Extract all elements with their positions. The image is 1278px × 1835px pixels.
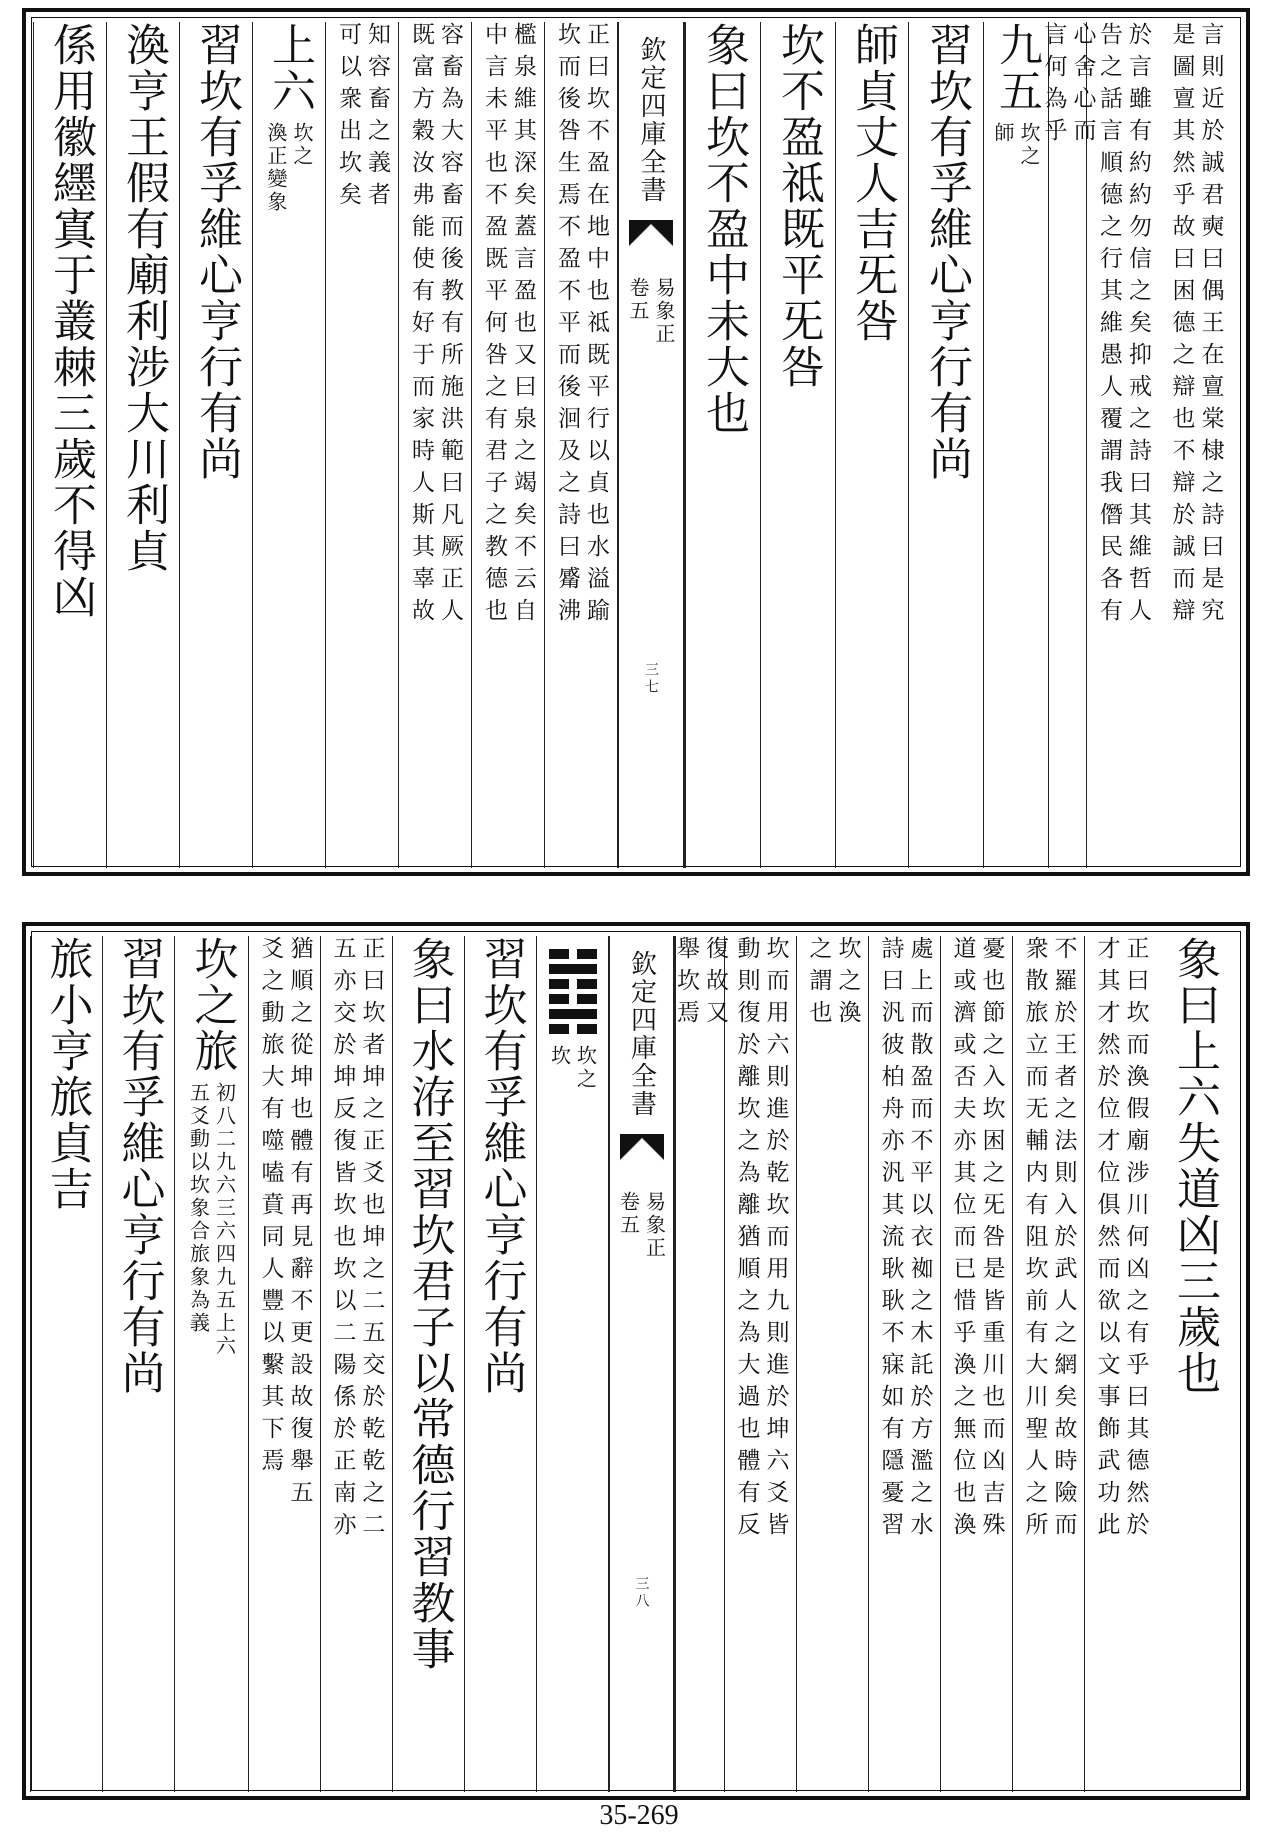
commentary-pair (259, 936, 311, 1792)
commentary-pair (331, 936, 383, 1792)
section-label: 易象正 (652, 277, 676, 346)
commentary-line: 衆散旅立而无輔内有阻坎前有大川聖人之所 (1021, 936, 1048, 1544)
heading-notes (547, 1045, 598, 1091)
commentary-line: 動則復於離坎之為離猶順之為大過也體有反 (733, 936, 760, 1544)
heading-note: 坎之 (290, 122, 314, 168)
hexagram-line (549, 1024, 597, 1034)
commentary-pair (1097, 22, 1149, 868)
text-column (392, 936, 464, 1792)
commentary-pair (807, 936, 859, 1792)
text-column (1159, 22, 1232, 868)
text-column (30, 936, 102, 1792)
text-column (673, 936, 728, 1792)
commentary-pair (336, 22, 388, 868)
text-column (796, 936, 868, 1792)
main-text: 象曰坎不盈中未大也 (698, 22, 749, 436)
text-column (835, 22, 908, 868)
book-title: 欽定四庫全書 (636, 36, 666, 204)
text-column (252, 22, 325, 868)
commentary-line: 舉坎焉 (673, 936, 699, 1032)
text-column (471, 22, 544, 868)
commentary-line: 處上而散盈而不平以衣袽之木託於方濫之水 (906, 936, 933, 1544)
commentary-line: 正曰坎者坤之正爻也坤之二五交於乾乾之二 (358, 936, 385, 1544)
commentary-pair (1095, 936, 1147, 1792)
hexagram-line (549, 1009, 597, 1019)
main-text: 師貞丈人吉旡咎 (847, 22, 898, 344)
main-text: 習坎有孚維心亨行有尚 (921, 22, 972, 482)
section-label: 易象正 (642, 1191, 667, 1260)
hexagram-line (549, 949, 597, 959)
fish-tail-ornament (629, 220, 673, 263)
main-text: 習坎有孚維心亨行有尚 (475, 936, 527, 1396)
hexagram-heading (186, 936, 238, 1792)
text-column (1156, 936, 1232, 1792)
main-text: 習坎有孚維心亨行有尚 (113, 936, 165, 1396)
heading-title: 坎之旅 (186, 936, 238, 1074)
volume-label: 卷五 (626, 277, 650, 323)
margin-labels (628, 277, 674, 346)
text-column (868, 936, 940, 1792)
heading-note: 坎之 (1017, 122, 1041, 168)
heading-title: 上六 (264, 22, 315, 114)
commentary-line: 正曰坎不盈在地中也祗既平行以貞也水溢踰 (583, 22, 609, 630)
page-number: 三八 (633, 1576, 650, 1610)
hexagram-heading (991, 22, 1042, 868)
hexagram-line (549, 979, 597, 989)
text-column (325, 22, 398, 868)
main-text: 旅小亨旅貞吉 (41, 936, 93, 1212)
commentary-line: 告之話言順德之行其維愚人覆謂我僭民各有 (1096, 22, 1122, 630)
commentary-line: 猶順之從坤也體有再見辭不更設故復舉五 (286, 936, 313, 1512)
heading-note: 初八二九六三六四九五上六 (212, 1082, 237, 1358)
heading-note: 師 (991, 122, 1015, 145)
commentary-line: 正曰坎而渙假廟涉川何凶之有乎曰其德然於 (1122, 936, 1149, 1544)
center-column (617, 22, 685, 868)
commentary-pair (735, 936, 787, 1792)
heading-note: 五爻動以坎象合旅象為義 (186, 1082, 211, 1335)
commentary-pair (674, 936, 726, 1792)
hexagram-block (549, 944, 597, 1792)
text-column (940, 936, 1012, 1792)
commentary-line: 爻之動旅大有噬嗑賁同人豐以繫其下焉 (257, 936, 284, 1480)
main-text: 象曰水洊至習坎君子以常德行習教事 (403, 936, 455, 1672)
commentary-pair (555, 22, 607, 868)
page-footer-number: 35-269 (599, 1800, 679, 1831)
text-column (1084, 936, 1156, 1792)
text-column (248, 936, 320, 1792)
commentary-pair (409, 22, 461, 868)
commentary-line: 心舍心而 (1069, 22, 1096, 150)
hexagram-symbol-icon (549, 944, 597, 1039)
commentary-line: 坎而用六則進於乾坎而用九則進於坤六爻皆 (762, 936, 789, 1544)
heading-note: 坎 (547, 1045, 572, 1068)
commentary-line: 道或濟或否夫亦其位而已惜乎渙之無位也渙 (949, 936, 976, 1544)
heading-notes (186, 1082, 237, 1358)
text-column (102, 936, 174, 1792)
commentary-line: 才其才然於位才位俱然而欲以文事飾武功此 (1093, 936, 1120, 1544)
margin-labels (616, 1191, 667, 1260)
commentary-line: 可以衆出坎矣 (335, 22, 361, 214)
commentary-pair (1042, 22, 1094, 868)
commentary-line: 檻泉維其深矣蓋言盈也又曰泉之竭矣不云自 (510, 22, 536, 630)
commentary-line: 憂也節之入坎困之旡咎是皆重川也而凶吉殊 (978, 936, 1005, 1544)
commentary-line: 容畜為大容畜而後教有所施洪範曰凡厥正人 (437, 22, 463, 630)
commentary-pair (482, 22, 534, 868)
main-text: 坎不盈祗既平旡咎 (773, 22, 824, 390)
commentary-line: 坎之渙 (834, 936, 861, 1032)
text-column (1012, 936, 1084, 1792)
page-number: 三七 (643, 662, 659, 696)
text-column (760, 22, 835, 868)
lower-page (22, 922, 1250, 1800)
text-column (908, 22, 983, 868)
commentary-line: 知容畜之義者 (364, 22, 390, 214)
text-column (536, 936, 608, 1792)
text-column (398, 22, 471, 868)
commentary-line: 坎而後咎生焉不盈不平而後洄及之詩曰觱沸 (554, 22, 580, 630)
text-column (464, 936, 536, 1792)
heading-notes (266, 122, 312, 214)
text-column (724, 936, 796, 1792)
upper-page (22, 8, 1250, 876)
commentary-line: 是圖亶其然乎故曰困德之辯也不辯於誠而辯 (1168, 22, 1195, 630)
text-column (983, 22, 1048, 868)
commentary-line: 之謂也 (805, 936, 832, 1032)
text-column (1040, 22, 1096, 868)
main-text: 象曰上六失道凶三歲也 (1169, 936, 1220, 1396)
text-column (174, 936, 248, 1792)
heading-note: 坎之 (573, 1045, 598, 1091)
text-column (320, 936, 392, 1792)
hexagram-line (549, 994, 597, 1004)
commentary-line: 言何為乎 (1040, 22, 1067, 150)
hexagram-line (549, 964, 597, 974)
text-column (685, 22, 760, 868)
commentary-line: 言則近於誠君奭曰偶王在亶棠棣之詩曰是究 (1197, 22, 1224, 630)
text-column (106, 22, 179, 868)
hexagram-heading (264, 22, 315, 868)
heading-note: 渙正變象 (264, 122, 288, 214)
text-column (1086, 22, 1159, 868)
commentary-pair (1170, 22, 1222, 868)
main-text: 係用徽纆寘于叢棘三歲不得凶 (45, 22, 96, 620)
main-text: 渙亨王假有廟利涉大川利貞 (118, 22, 169, 574)
text-column (33, 22, 106, 868)
commentary-line: 復故又 (702, 936, 728, 1032)
heading-title: 九五 (991, 22, 1042, 114)
commentary-pair (879, 936, 931, 1792)
commentary-line: 詩曰汎彼柏舟亦汎其流耿耿不寐如有隱憂習 (877, 936, 904, 1544)
commentary-line: 中言未平也不盈既平何咎之有君子之教德也 (481, 22, 507, 630)
text-column (179, 22, 252, 868)
text-column (544, 22, 617, 868)
main-text: 習坎有孚維心亨行有尚 (191, 22, 242, 482)
commentary-line: 既富方穀汝弗能使有好于而家時人斯其辜故 (408, 22, 434, 630)
commentary-line: 不羅於王者之法則入於武人之網矣故時險而 (1050, 936, 1077, 1544)
book-title: 欽定四庫全書 (626, 950, 657, 1118)
center-column (608, 936, 675, 1792)
fish-tail-ornament (620, 1134, 664, 1177)
commentary-line: 於言雖有約約勿信之矣抑戒之詩曰其維哲人 (1125, 22, 1151, 630)
commentary-line: 五亦交於坤反復皆坎也坎以二陽係於正南亦 (329, 936, 356, 1544)
commentary-pair (951, 936, 1003, 1792)
commentary-pair (1023, 936, 1075, 1792)
volume-label: 卷五 (616, 1191, 641, 1237)
heading-notes (993, 122, 1039, 168)
